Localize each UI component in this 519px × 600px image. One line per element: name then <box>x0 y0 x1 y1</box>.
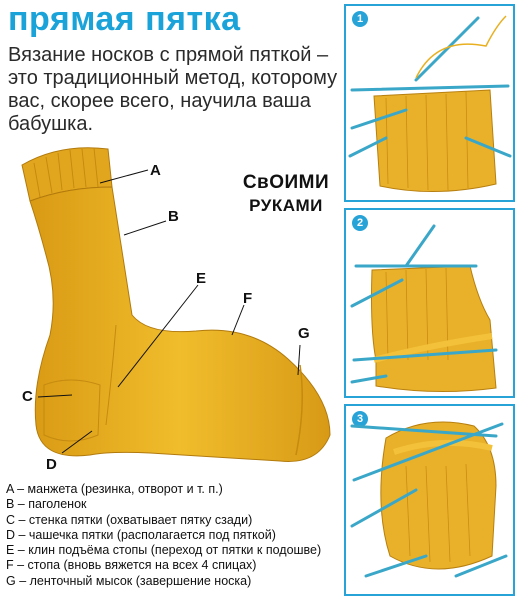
label-b: B <box>168 208 179 225</box>
label-e: E <box>196 270 207 287</box>
brand-logo <box>236 172 336 216</box>
label-g: G <box>298 325 310 342</box>
legend-item: B – паголенок <box>6 497 87 512</box>
step-number: 3 <box>352 411 368 427</box>
legend-list <box>6 482 321 589</box>
legend-item: A – манжета (резинка, отворот и т. п.) <box>6 482 223 496</box>
step-number: 1 <box>352 11 368 27</box>
intro-text: Вязание носков с прямой пяткой – это традиционный метод, которому вас, скорее всего, научила ваша бабушка. <box>8 44 338 135</box>
label-c: C <box>22 388 33 405</box>
knitting-step-3-illustration <box>346 406 513 594</box>
label-d: D <box>46 456 57 473</box>
brand-line-1: СвОИМИ <box>242 172 330 193</box>
step-panel-1 <box>344 4 515 202</box>
knitting-step-2-illustration <box>346 210 513 396</box>
step-number: 2 <box>352 215 368 231</box>
step-panel-3 <box>344 404 515 596</box>
legend-item: D – чашечка пятки (располагается под пяткой) <box>6 527 276 542</box>
label-f: F <box>243 290 253 307</box>
brand-line-2: РУКАМИ <box>249 196 323 215</box>
legend-item: F – стопа (вновь вяжется на всех 4 спицах) <box>6 558 257 573</box>
legend-item: G – ленточный мысок (завершение носка) <box>6 573 252 588</box>
legend-item: E – клин подъёма стопы (переход от пятки к подошве) <box>6 543 322 558</box>
knitting-step-1-illustration <box>346 6 513 200</box>
legend-item: C – стенка пятки (охватывает пятку сзади) <box>6 512 253 527</box>
label-a: A <box>150 162 161 179</box>
step-panel-2 <box>344 208 515 398</box>
page-title: прямая пятка <box>8 0 241 38</box>
